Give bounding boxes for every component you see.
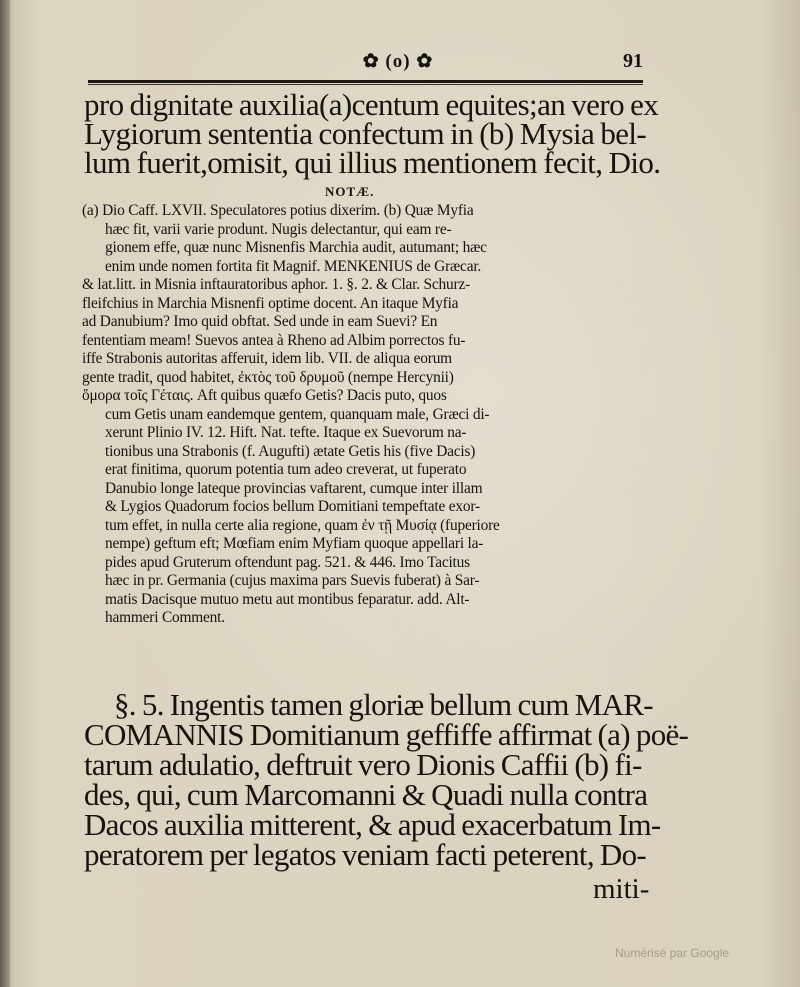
note-line: erat finitima, quorum potentia tum adeo creverat, ut fuperato — [105, 461, 467, 478]
digitization-watermark: Numérisé par Google — [615, 946, 730, 960]
main-text-line: lum fuerit,omisit, qui illius mentionem fecit, Dio. — [84, 145, 661, 180]
note-line: (a) Dio Caff. LXVII. Speculatores potius dixerim. (b) Quæ Myfia — [82, 202, 474, 219]
note-line: iffe Strabonis autoritas afferuit, idem lib. VII. de aliqua eorum — [82, 350, 452, 367]
note-line: & lat.litt. in Misnia inftauratoribus aphor. 1. §. 2. & Clar. Schurz- — [82, 276, 471, 293]
header-ornament: ✿ (o) ✿ — [362, 51, 434, 72]
note-line: enim unde nomen fortita fit Magnif. MENKENIUS de Græcar. — [105, 257, 482, 275]
main-text-line: pro dignitate auxilia(a)centum equites;an vero ex — [84, 87, 659, 122]
note-line: ὅμορα τοῖς Γέταις. Aft quibus quæfo Getis? Dacis puto, quos — [82, 387, 447, 404]
note-line: matis Dacisque mutuo metu aut montibus feparatur. add. Alt- — [105, 590, 470, 608]
note-line: hæc fit, varii varie produnt. Nugis delectantur, qui eam re- — [105, 220, 452, 238]
note-line: cum Getis unam eandemque gentem, quanquam male, Græci di- — [105, 405, 490, 423]
section-text-line: tarum adulatio, deftruit vero Dionis Caffii (b) fi- — [84, 747, 642, 782]
note-line: ad Danubium? Imo quid obftat. Sed unde in eam Suevi? En — [82, 313, 438, 330]
header-rule — [88, 80, 643, 83]
note-line: fententiam meam! Suevos antea à Rheno ad Albim porrectos fu- — [82, 331, 466, 349]
page-number: 91 — [623, 50, 643, 72]
section-text-line: peratorem per legatos veniam facti peterent, Do- — [84, 837, 647, 872]
section-text-line: Dacos auxilia mitterent, & apud exacerbatum Im- — [84, 807, 661, 842]
note-line: tionibus una Strabonis (f. Augufti) ætate Getis his (five Dacis) — [105, 442, 476, 460]
page-header — [88, 50, 643, 78]
main-text-block — [84, 87, 661, 180]
page-binding-edge — [0, 0, 10, 987]
note-line: gente tradit, quod habitet, ἐκτὸς τοῦ δρυμοῦ (nempe Hercynii) — [82, 368, 454, 386]
note-line: hammeri Comment. — [105, 609, 225, 626]
section-5-text-block — [84, 687, 689, 872]
note-line: nempe) geftum eft; Mœfiam enim Myfiam quoque appellari la- — [105, 535, 484, 552]
note-line: pides apud Gruterum oftendunt pag. 521. & 446. Imo Tacitus — [105, 553, 470, 571]
note-line: tum effet, in nulla certe alia regione, quam ἐν τῇ Μυσίᾳ (fuperiore — [105, 516, 500, 534]
note-line: Danubio longe lateque provincias vaftarent, cumque inter illam — [105, 479, 483, 497]
main-text-line: Lygiorum sententia confectum in (b) Mysia bel- — [84, 116, 647, 151]
note-line: xerunt Plinio IV. 12. Hift. Nat. tefte. Itaque ex Suevorum na- — [105, 424, 467, 441]
note-line: gionem effe, quæ nunc Misnenfis Marchia audit, autumant; hæc — [105, 239, 487, 256]
note-line: & Lygios Quadorum focios bellum Domitiani tempeftate exor- — [105, 498, 480, 515]
notes-block — [82, 202, 642, 628]
note-line: hæc in pr. Germania (cujus maxima pars Suevis fuberat) à Sar- — [105, 572, 480, 589]
section-text-line: §. 5. Ingentis tamen gloriæ bellum cum MAR- — [114, 687, 653, 722]
notes-heading: NOTÆ. — [325, 184, 375, 199]
section-text-line: des, qui, cum Marcomanni & Quadi nulla contra — [84, 777, 648, 812]
note-line: fleifchius in Marchia Misnenfi optime docent. An itaque Myfia — [82, 294, 459, 312]
header-rule-thin — [88, 84, 643, 85]
section-text-line: COMANNIS Domitianum geffiffe affirmat (a) poë- — [84, 717, 689, 752]
catchword: miti- — [593, 873, 650, 905]
